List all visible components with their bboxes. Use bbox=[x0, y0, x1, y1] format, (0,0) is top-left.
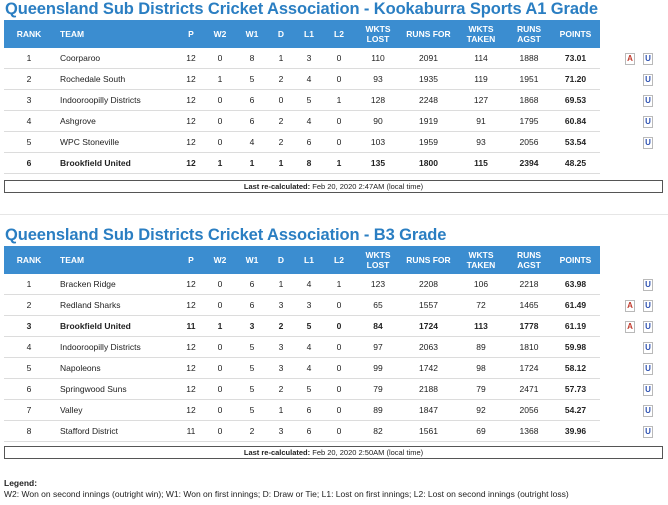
cell-rank: 1 bbox=[4, 274, 54, 295]
cell-team: Bracken Ridge bbox=[54, 274, 178, 295]
header-row bbox=[4, 246, 600, 274]
cell-p: 12 bbox=[178, 153, 204, 174]
badge-row bbox=[603, 400, 663, 421]
cell-runs-for: 2208 bbox=[402, 274, 455, 295]
cell-team: Springwood Suns bbox=[54, 379, 178, 400]
table-row bbox=[4, 316, 600, 337]
team-u-badge[interactable]: U bbox=[643, 137, 653, 149]
col-runs-for: RUNS FOR bbox=[402, 246, 455, 274]
col-w2: W2 bbox=[204, 246, 236, 274]
cell-runs-for: 2188 bbox=[402, 379, 455, 400]
cell-l2: 0 bbox=[324, 111, 354, 132]
cell-wkts-lost: 97 bbox=[354, 337, 402, 358]
cell-w1: 5 bbox=[236, 379, 268, 400]
cell-runs-agst: 1810 bbox=[507, 337, 551, 358]
cell-wkts-lost: 65 bbox=[354, 295, 402, 316]
cell-l1: 6 bbox=[294, 400, 324, 421]
badge-row bbox=[603, 316, 663, 337]
col-l1: L1 bbox=[294, 246, 324, 274]
cell-w2: 0 bbox=[204, 90, 236, 111]
badge-row bbox=[603, 358, 663, 379]
cell-w1: 5 bbox=[236, 358, 268, 379]
cell-runs-agst: 1724 bbox=[507, 358, 551, 379]
cell-w1: 4 bbox=[236, 132, 268, 153]
cell-l2: 0 bbox=[324, 400, 354, 421]
cell-l2: 0 bbox=[324, 421, 354, 442]
cell-l2: 1 bbox=[324, 90, 354, 111]
badge-row bbox=[603, 379, 663, 400]
table-row bbox=[4, 48, 600, 69]
cell-runs-for: 1959 bbox=[402, 132, 455, 153]
cell-l1: 5 bbox=[294, 90, 324, 111]
cell-w1: 8 bbox=[236, 48, 268, 69]
col-runs-for: RUNS FOR bbox=[402, 20, 455, 48]
legend bbox=[4, 478, 569, 500]
cell-l1: 3 bbox=[294, 48, 324, 69]
team-u-badge[interactable]: U bbox=[643, 363, 653, 375]
col-w2: W2 bbox=[204, 20, 236, 48]
ladder-table bbox=[4, 246, 600, 442]
cell-team: Rochedale South bbox=[54, 69, 178, 90]
legend-title: Legend: bbox=[4, 478, 38, 488]
team-u-badge[interactable]: U bbox=[643, 321, 653, 333]
cell-points: 57.73 bbox=[551, 379, 600, 400]
cell-w2: 0 bbox=[204, 295, 236, 316]
cell-l1: 4 bbox=[294, 337, 324, 358]
cell-d: 3 bbox=[268, 337, 294, 358]
cell-l1: 3 bbox=[294, 295, 324, 316]
cell-d: 3 bbox=[268, 358, 294, 379]
cell-wkts-lost: 82 bbox=[354, 421, 402, 442]
badge-row bbox=[603, 153, 663, 174]
cell-p: 12 bbox=[178, 132, 204, 153]
cell-runs-agst: 1888 bbox=[507, 48, 551, 69]
table-row bbox=[4, 358, 600, 379]
cell-l2: 1 bbox=[324, 274, 354, 295]
cell-d: 2 bbox=[268, 111, 294, 132]
cell-runs-agst: 1368 bbox=[507, 421, 551, 442]
team-u-badge[interactable]: U bbox=[643, 53, 653, 65]
col-d: D bbox=[268, 20, 294, 48]
team-a-badge[interactable]: A bbox=[625, 321, 635, 333]
ladder-table bbox=[4, 20, 600, 174]
cell-l1: 4 bbox=[294, 274, 324, 295]
cell-w1: 3 bbox=[236, 316, 268, 337]
cell-team: Stafford District bbox=[54, 421, 178, 442]
cell-runs-for: 1800 bbox=[402, 153, 455, 174]
cell-d: 1 bbox=[268, 274, 294, 295]
cell-wkts-taken: 114 bbox=[455, 48, 507, 69]
cell-l2: 0 bbox=[324, 316, 354, 337]
col-wkts-taken: WKTS TAKEN bbox=[455, 20, 507, 48]
cell-l1: 6 bbox=[294, 421, 324, 442]
table-row bbox=[4, 132, 600, 153]
cell-points: 58.12 bbox=[551, 358, 600, 379]
cell-p: 12 bbox=[178, 337, 204, 358]
cell-wkts-taken: 98 bbox=[455, 358, 507, 379]
cell-l2: 0 bbox=[324, 295, 354, 316]
cell-team: Redland Sharks bbox=[54, 295, 178, 316]
cell-rank: 3 bbox=[4, 90, 54, 111]
cell-wkts-lost: 110 bbox=[354, 48, 402, 69]
cell-w2: 0 bbox=[204, 132, 236, 153]
cell-l1: 4 bbox=[294, 111, 324, 132]
recalc-value: Feb 20, 2020 2:50AM (local time) bbox=[312, 448, 424, 457]
cell-points: 48.25 bbox=[551, 153, 600, 174]
cell-team: Coorparoo bbox=[54, 48, 178, 69]
cell-runs-for: 1742 bbox=[402, 358, 455, 379]
team-u-badge[interactable]: U bbox=[643, 342, 653, 354]
cell-w1: 5 bbox=[236, 400, 268, 421]
cell-team: Indooroopilly Districts bbox=[54, 90, 178, 111]
cell-runs-agst: 1778 bbox=[507, 316, 551, 337]
cell-points: 63.98 bbox=[551, 274, 600, 295]
cell-wkts-lost: 79 bbox=[354, 379, 402, 400]
cell-points: 61.49 bbox=[551, 295, 600, 316]
cell-l1: 4 bbox=[294, 358, 324, 379]
badge-row bbox=[603, 274, 663, 295]
cell-p: 12 bbox=[178, 111, 204, 132]
col-d: D bbox=[268, 246, 294, 274]
cell-p: 12 bbox=[178, 358, 204, 379]
cell-w2: 1 bbox=[204, 153, 236, 174]
cell-rank: 6 bbox=[4, 153, 54, 174]
col-p: P bbox=[178, 20, 204, 48]
cell-wkts-lost: 135 bbox=[354, 153, 402, 174]
cell-runs-for: 1935 bbox=[402, 69, 455, 90]
cell-rank: 5 bbox=[4, 132, 54, 153]
cell-w2: 0 bbox=[204, 421, 236, 442]
legend-text: W2: Won on second innings (outright win); W1: Won on first innings; D: Draw or Tie; L1: Lost on first innings; L2: Lost on second innings (outright loss) bbox=[4, 489, 569, 499]
cell-wkts-lost: 99 bbox=[354, 358, 402, 379]
ladder-body bbox=[4, 274, 600, 442]
col-wkts-lost: WKTS LOST bbox=[354, 20, 402, 48]
team-u-badge[interactable]: U bbox=[643, 116, 653, 128]
cell-runs-agst: 1868 bbox=[507, 90, 551, 111]
cell-w2: 0 bbox=[204, 379, 236, 400]
cell-wkts-taken: 93 bbox=[455, 132, 507, 153]
cell-d: 2 bbox=[268, 69, 294, 90]
col-l2: L2 bbox=[324, 246, 354, 274]
cell-runs-for: 2248 bbox=[402, 90, 455, 111]
cell-points: 73.01 bbox=[551, 48, 600, 69]
table-row bbox=[4, 274, 600, 295]
cell-runs-for: 2091 bbox=[402, 48, 455, 69]
cell-l2: 0 bbox=[324, 358, 354, 379]
col-team: TEAM bbox=[54, 20, 178, 48]
cell-w1: 6 bbox=[236, 274, 268, 295]
cell-runs-for: 2063 bbox=[402, 337, 455, 358]
col-rank: RANK bbox=[4, 20, 54, 48]
cell-runs-for: 1919 bbox=[402, 111, 455, 132]
cell-rank: 4 bbox=[4, 337, 54, 358]
cell-wkts-lost: 84 bbox=[354, 316, 402, 337]
cell-rank: 8 bbox=[4, 421, 54, 442]
cell-team: Indooroopilly Districts bbox=[54, 337, 178, 358]
cell-rank: 5 bbox=[4, 358, 54, 379]
cell-d: 0 bbox=[268, 90, 294, 111]
col-points: POINTS bbox=[551, 20, 600, 48]
cell-wkts-lost: 89 bbox=[354, 400, 402, 421]
cell-w2: 0 bbox=[204, 358, 236, 379]
cell-team: Valley bbox=[54, 400, 178, 421]
cell-d: 2 bbox=[268, 316, 294, 337]
cell-d: 1 bbox=[268, 48, 294, 69]
cell-runs-agst: 1951 bbox=[507, 69, 551, 90]
col-runs-agst: RUNS AGST bbox=[507, 246, 551, 274]
team-u-badge[interactable]: U bbox=[643, 279, 653, 291]
cell-team: Brookfield United bbox=[54, 316, 178, 337]
cell-rank: 1 bbox=[4, 48, 54, 69]
cell-wkts-lost: 93 bbox=[354, 69, 402, 90]
table-row bbox=[4, 400, 600, 421]
cell-w1: 5 bbox=[236, 69, 268, 90]
cell-points: 61.19 bbox=[551, 316, 600, 337]
recalc-box bbox=[4, 446, 663, 459]
table-row bbox=[4, 379, 600, 400]
cell-wkts-taken: 72 bbox=[455, 295, 507, 316]
cell-runs-agst: 1795 bbox=[507, 111, 551, 132]
cell-points: 54.27 bbox=[551, 400, 600, 421]
col-points: POINTS bbox=[551, 246, 600, 274]
cell-l2: 1 bbox=[324, 153, 354, 174]
team-u-badge[interactable]: U bbox=[643, 405, 653, 417]
badge-row bbox=[603, 48, 663, 69]
cell-p: 12 bbox=[178, 379, 204, 400]
cell-w1: 6 bbox=[236, 111, 268, 132]
cell-wkts-taken: 106 bbox=[455, 274, 507, 295]
cell-wkts-lost: 128 bbox=[354, 90, 402, 111]
cell-p: 11 bbox=[178, 316, 204, 337]
cell-team: Brookfield United bbox=[54, 153, 178, 174]
cell-p: 12 bbox=[178, 274, 204, 295]
cell-l1: 4 bbox=[294, 69, 324, 90]
badge-row bbox=[603, 295, 663, 316]
cell-runs-agst: 2056 bbox=[507, 400, 551, 421]
cell-wkts-taken: 127 bbox=[455, 90, 507, 111]
section-title: Queensland Sub Districts Cricket Association - Kookaburra Sports A1 Grade bbox=[5, 0, 598, 18]
col-p: P bbox=[178, 246, 204, 274]
cell-w2: 0 bbox=[204, 48, 236, 69]
cell-points: 60.84 bbox=[551, 111, 600, 132]
cell-runs-agst: 2394 bbox=[507, 153, 551, 174]
col-team: TEAM bbox=[54, 246, 178, 274]
cell-l2: 0 bbox=[324, 48, 354, 69]
cell-runs-agst: 1465 bbox=[507, 295, 551, 316]
badge-row bbox=[603, 421, 663, 442]
col-w1: W1 bbox=[236, 246, 268, 274]
cell-rank: 2 bbox=[4, 295, 54, 316]
table-row bbox=[4, 295, 600, 316]
team-a-badge[interactable]: A bbox=[625, 53, 635, 65]
header-row bbox=[4, 20, 600, 48]
table-row bbox=[4, 90, 600, 111]
cell-wkts-taken: 79 bbox=[455, 379, 507, 400]
team-u-badge[interactable]: U bbox=[643, 384, 653, 396]
cell-points: 69.53 bbox=[551, 90, 600, 111]
cell-wkts-lost: 103 bbox=[354, 132, 402, 153]
cell-w1: 2 bbox=[236, 421, 268, 442]
cell-w2: 1 bbox=[204, 69, 236, 90]
cell-rank: 2 bbox=[4, 69, 54, 90]
cell-runs-agst: 2056 bbox=[507, 132, 551, 153]
cell-d: 2 bbox=[268, 132, 294, 153]
cell-l2: 0 bbox=[324, 132, 354, 153]
cell-points: 59.98 bbox=[551, 337, 600, 358]
cell-runs-agst: 2471 bbox=[507, 379, 551, 400]
cell-l2: 0 bbox=[324, 337, 354, 358]
table-row bbox=[4, 337, 600, 358]
cell-points: 39.96 bbox=[551, 421, 600, 442]
col-w1: W1 bbox=[236, 20, 268, 48]
section-divider bbox=[0, 214, 668, 215]
table-row bbox=[4, 69, 600, 90]
cell-l2: 0 bbox=[324, 379, 354, 400]
col-wkts-taken: WKTS TAKEN bbox=[455, 246, 507, 274]
badge-row bbox=[603, 69, 663, 90]
cell-p: 11 bbox=[178, 421, 204, 442]
col-wkts-lost: WKTS LOST bbox=[354, 246, 402, 274]
cell-runs-for: 1561 bbox=[402, 421, 455, 442]
cell-points: 53.54 bbox=[551, 132, 600, 153]
cell-w2: 1 bbox=[204, 316, 236, 337]
cell-wkts-taken: 119 bbox=[455, 69, 507, 90]
table-row bbox=[4, 111, 600, 132]
cell-p: 12 bbox=[178, 295, 204, 316]
col-rank: RANK bbox=[4, 246, 54, 274]
cell-l2: 0 bbox=[324, 69, 354, 90]
cell-runs-for: 1724 bbox=[402, 316, 455, 337]
section-title: Queensland Sub Districts Cricket Association - B3 Grade bbox=[5, 226, 447, 244]
badge-row bbox=[603, 337, 663, 358]
cell-wkts-taken: 89 bbox=[455, 337, 507, 358]
table-row bbox=[4, 421, 600, 442]
cell-team: Ashgrove bbox=[54, 111, 178, 132]
cell-l1: 6 bbox=[294, 132, 324, 153]
cell-rank: 3 bbox=[4, 316, 54, 337]
cell-w1: 1 bbox=[236, 153, 268, 174]
team-u-badge[interactable]: U bbox=[643, 300, 653, 312]
recalc-label: Last re-calculated: bbox=[243, 448, 311, 457]
cell-d: 3 bbox=[268, 421, 294, 442]
cell-l1: 5 bbox=[294, 316, 324, 337]
badge-row bbox=[603, 132, 663, 153]
cell-wkts-taken: 92 bbox=[455, 400, 507, 421]
col-runs-agst: RUNS AGST bbox=[507, 20, 551, 48]
cell-rank: 7 bbox=[4, 400, 54, 421]
cell-runs-for: 1847 bbox=[402, 400, 455, 421]
recalc-value: Feb 20, 2020 2:47AM (local time) bbox=[312, 182, 424, 191]
cell-w1: 6 bbox=[236, 90, 268, 111]
cell-d: 1 bbox=[268, 400, 294, 421]
cell-w1: 6 bbox=[236, 295, 268, 316]
cell-p: 12 bbox=[178, 48, 204, 69]
recalc-box bbox=[4, 180, 663, 193]
cell-p: 12 bbox=[178, 90, 204, 111]
cell-p: 12 bbox=[178, 400, 204, 421]
cell-rank: 6 bbox=[4, 379, 54, 400]
cell-runs-for: 1557 bbox=[402, 295, 455, 316]
cell-wkts-lost: 123 bbox=[354, 274, 402, 295]
badge-row bbox=[603, 90, 663, 111]
cell-runs-agst: 2218 bbox=[507, 274, 551, 295]
cell-wkts-lost: 90 bbox=[354, 111, 402, 132]
cell-wkts-taken: 115 bbox=[455, 153, 507, 174]
table-row bbox=[4, 153, 600, 174]
team-u-badge[interactable]: U bbox=[643, 426, 653, 438]
cell-w2: 0 bbox=[204, 337, 236, 358]
ladder-body bbox=[4, 48, 600, 174]
recalc-label: Last re-calculated: bbox=[243, 182, 311, 191]
cell-w2: 0 bbox=[204, 111, 236, 132]
cell-wkts-taken: 113 bbox=[455, 316, 507, 337]
cell-d: 2 bbox=[268, 379, 294, 400]
cell-team: Napoleons bbox=[54, 358, 178, 379]
team-u-badge[interactable]: U bbox=[643, 95, 653, 107]
cell-team: WPC Stoneville bbox=[54, 132, 178, 153]
team-u-badge[interactable]: U bbox=[643, 74, 653, 86]
team-a-badge[interactable]: A bbox=[625, 300, 635, 312]
cell-rank: 4 bbox=[4, 111, 54, 132]
badge-row bbox=[603, 111, 663, 132]
col-l1: L1 bbox=[294, 20, 324, 48]
cell-w2: 0 bbox=[204, 274, 236, 295]
col-l2: L2 bbox=[324, 20, 354, 48]
cell-wkts-taken: 69 bbox=[455, 421, 507, 442]
cell-w2: 0 bbox=[204, 400, 236, 421]
cell-p: 12 bbox=[178, 69, 204, 90]
cell-l1: 8 bbox=[294, 153, 324, 174]
cell-d: 1 bbox=[268, 153, 294, 174]
cell-l1: 5 bbox=[294, 379, 324, 400]
cell-points: 71.20 bbox=[551, 69, 600, 90]
cell-d: 3 bbox=[268, 295, 294, 316]
cell-w1: 5 bbox=[236, 337, 268, 358]
cell-wkts-taken: 91 bbox=[455, 111, 507, 132]
